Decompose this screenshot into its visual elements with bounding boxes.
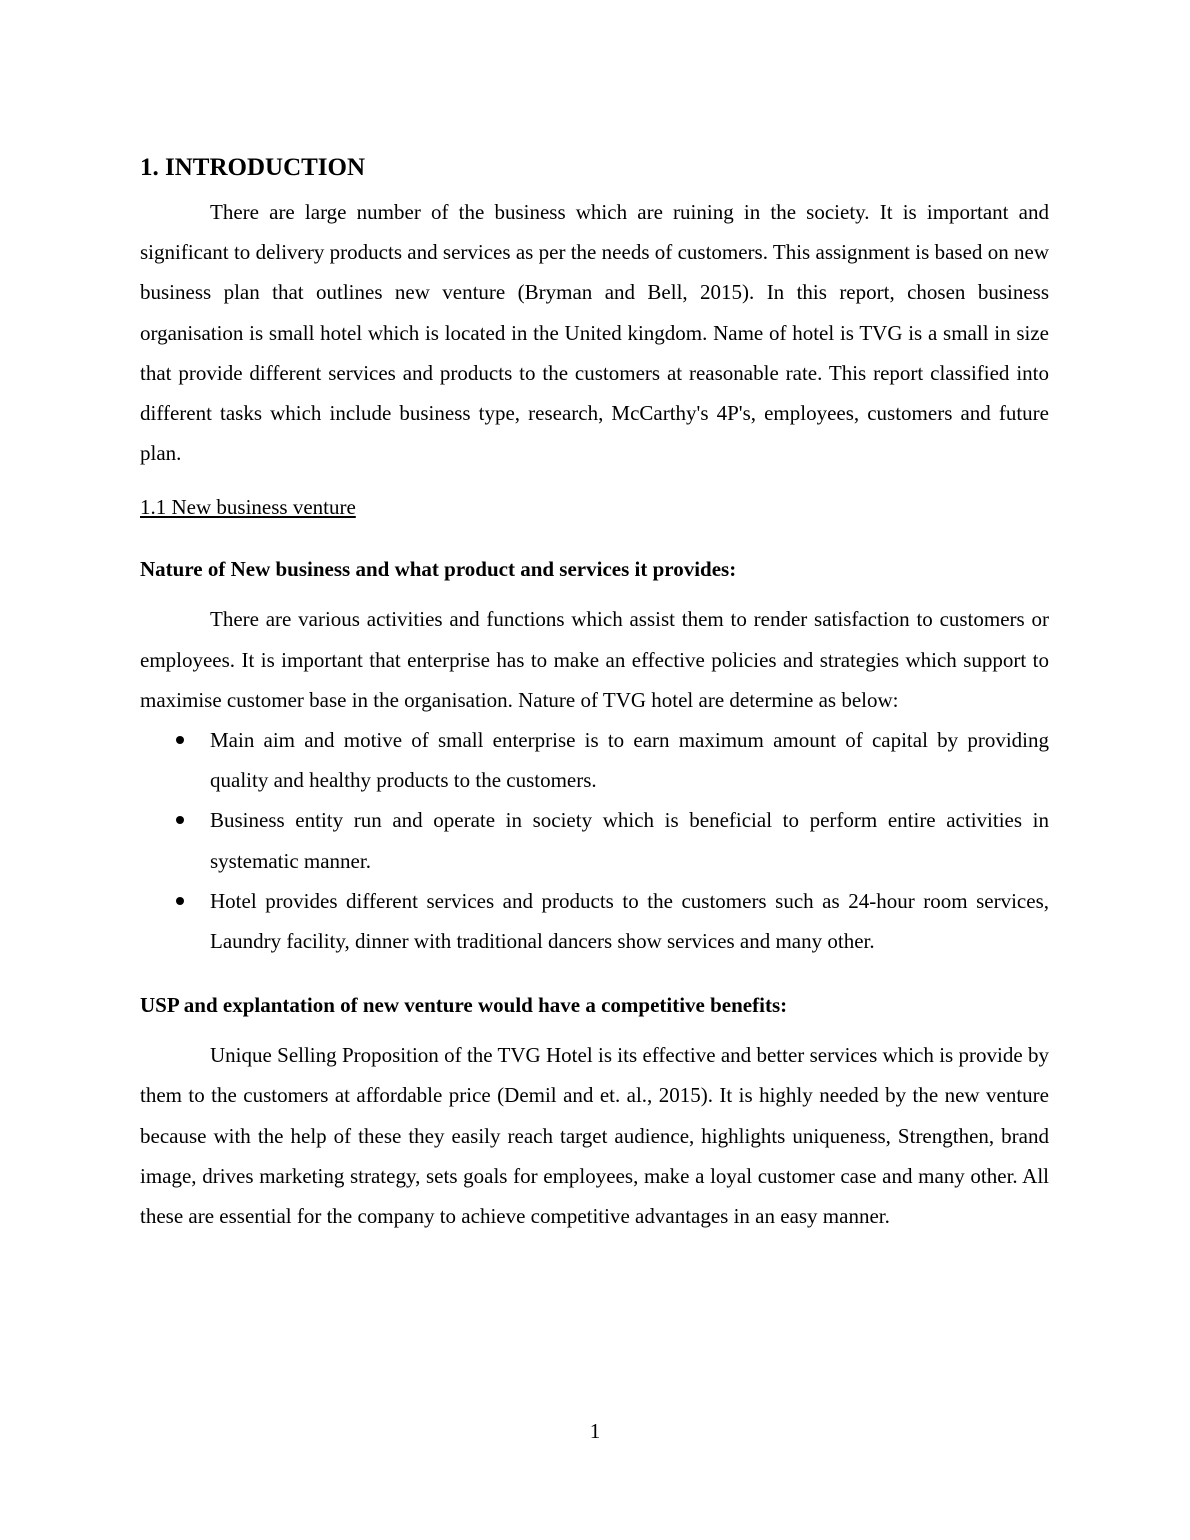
document-page xyxy=(140,150,1049,1236)
list-item xyxy=(140,720,1049,800)
bullet-icon xyxy=(176,816,184,824)
usp-heading: USP and explantation of new venture would have a competitive benefits: xyxy=(140,993,788,1018)
list-item-text: Main aim and motive of small enterprise is to earn maximum amount of capital by providing quality and healthy products to the customers. xyxy=(210,728,1049,793)
bullet-icon xyxy=(176,736,184,744)
nature-heading: Nature of New business and what product and services it provides: xyxy=(140,557,737,582)
bullet-icon xyxy=(176,897,184,905)
nature-paragraph: There are various activities and functions which assist them to render satisfaction to customers or employees. It is important that enterprise has to make an effective policies and strategies which support to maximise customer base in the organisation. Nature of TVG hotel are determine as below: xyxy=(140,607,1049,712)
list-item-text: Hotel provides different services and products to the customers such as 24-hour room services, Laundry facility, dinner with traditional dancers show services and many other. xyxy=(210,888,1049,954)
list-item xyxy=(140,881,1049,961)
intro-paragraph: There are large number of the business which are ruining in the society. It is important and significant to delivery products and services as per the needs of customers. This assignment is based on new business plan that outlines new venture (Bryman and Bell, 2015). In this report, chosen business organisation is small hotel which is located in the United kingdom. Name of hotel is TVG is a small in size that provide different services and products to the customers at reasonable rate. This report classified into different tasks which include business type, research, McCarthy's 4P's, employees, customers and future plan. xyxy=(140,200,1049,466)
section-heading: 1. INTRODUCTION xyxy=(140,154,366,181)
list-item-text: Business entity run and operate in society which is beneficial to perform entire activities in systematic manner. xyxy=(210,808,1049,873)
subsection-title: 1.1 New business venture xyxy=(140,495,356,520)
usp-paragraph: Unique Selling Proposition of the TVG Hotel is its effective and better services which is provide by them to the customers at affordable price (Demil and et. al., 2015). It is highly needed by the new venture because with the help of these they easily reach target audience, highlights uniqueness, Strengthen, brand image, drives marketing strategy, sets goals for employees, make a loyal customer case and many other. All these are essential for the company to achieve competitive advantages in an easy manner. xyxy=(140,1043,1049,1229)
nature-bullet-list xyxy=(140,720,1049,961)
list-item xyxy=(140,800,1049,880)
page-number: 1 xyxy=(589,1419,601,1443)
